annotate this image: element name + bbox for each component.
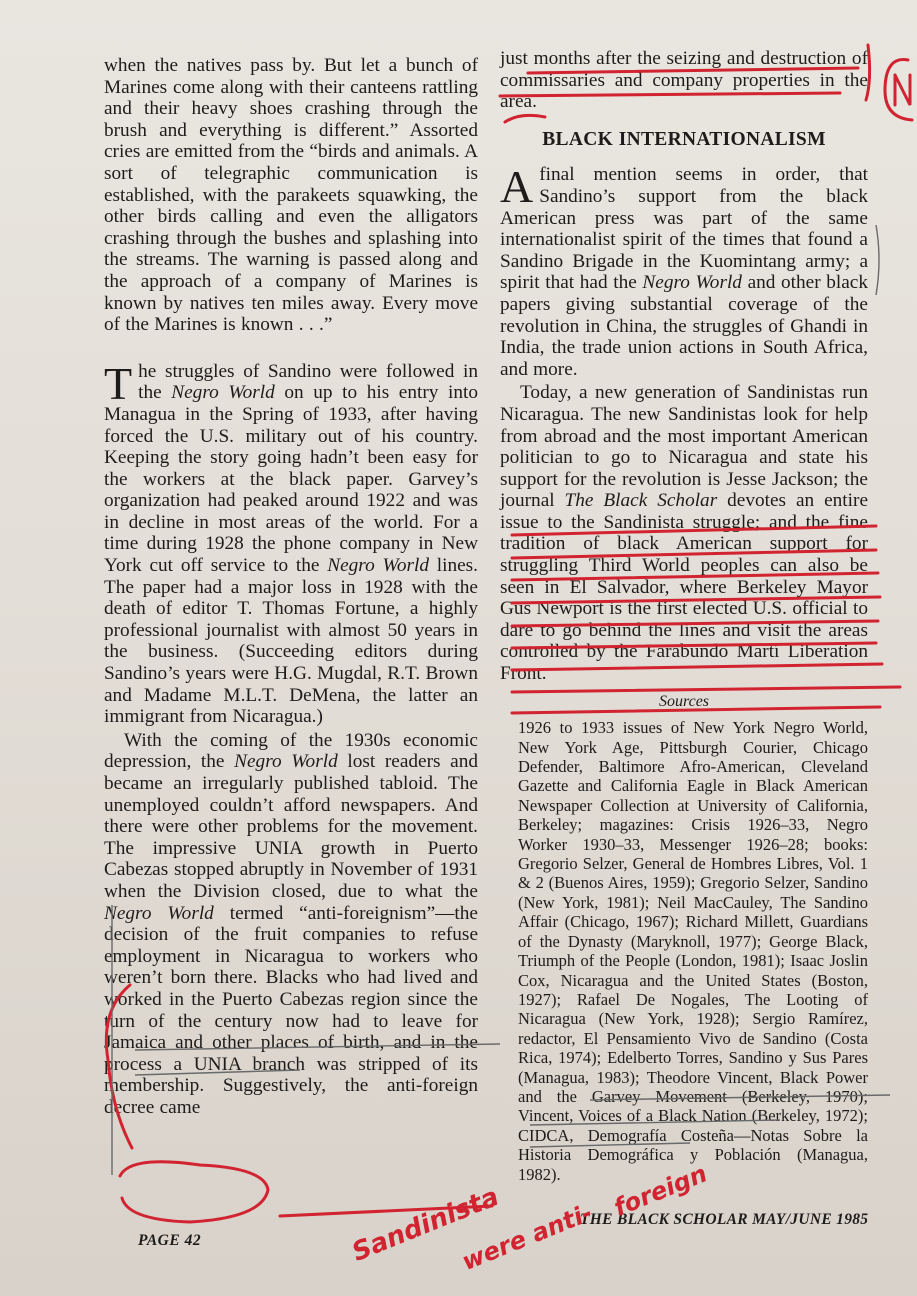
handwritten-note-2: were anti- xyxy=(458,1198,597,1276)
publication-title: Negro World xyxy=(104,902,214,924)
publication-title: The Black Scholar xyxy=(564,490,718,512)
text-run: final mention seems in order, that Sandino’s support from the black American press was part of the same internationalist spirit of the times that found a Sandino Brigade in the Kuomintang army; a spirit that had the xyxy=(500,164,868,294)
sources-label: Sources xyxy=(658,692,710,710)
left-paragraph-3 xyxy=(104,730,478,1119)
text-run: Today, a new generation of Sandinistas run Nicaragua. The new Sandinistas look for help from abroad and the most important American politician to go to Nicaragua and state his support for the revolution is Jesse Jackson; the journal xyxy=(500,382,868,512)
publication-title: Negro World xyxy=(171,382,275,404)
handwritten-note-1: Sandinista xyxy=(348,1181,504,1268)
text-run: on up to his entry into Managua in the Spring of 1933, after having forced the U.S. military out of his country. Keeping the story going hadn’t been easy for the workers at the black paper. Garvey’s organization had peaked around 1922 and was in decline in most areas of the world. For a time during 1928 the phone company in New York cut off service to the xyxy=(104,382,478,577)
section-heading: BLACK INTERNATIONALISM xyxy=(542,128,826,150)
left-paragraph-2 xyxy=(104,357,478,728)
right-paragraph-2 xyxy=(500,161,869,380)
page-number: PAGE 42 xyxy=(138,1232,202,1249)
handwritten-note-3: foreign xyxy=(610,1159,711,1222)
publication-title: Negro World xyxy=(642,272,742,294)
dropcap-a: A xyxy=(500,161,534,213)
dropcap-t: T xyxy=(104,357,133,409)
text-run: he struggles of Sandino were followed in the xyxy=(138,360,478,404)
text-run: lost readers and became an irregularly published tabloid. The unemployed couldn’t afford newspapers. And there were other problems for the movement. The impressive UNIA growth in Puerto Cabezas stopped abruptly in November of 1931 when the Division closed, due to what the xyxy=(104,751,479,902)
sources-text: 1926 to 1933 issues of New York Negro World, New York Age, Pittsburgh Courier, Chicago Defender, Baltimore Afro-American, Cleveland Gazette and California Eagle in Black American Newspaper Collection at University of California, Berkeley; magazines: Crisis 1926–33, Negro Worker 1930–33, Messenger 1926–28; books: Gregorio Selzer, General de Hombres Libres, Vol. 1 & 2 (Buenos Aires, 1959); Gregorio Selzer, Sandino (New York, 1981); Neil MacCauley, The Sandino Affair (Chicago, 1967); Richard Millett, Guardians of the Dynasty (Maryknoll, 1977); George Black, Triumph of the People (London, 1981); Isaac Joslin Cox, Nicaragua and the United States (Boston, 1927); Rafael De Nogales, The Looting of Nicaragua (New York, 1928); Sergio Ramírez, redactor, El Pensamiento Vivo de Sandino (Costa Rica, 1974); Edelberto Torres, Sandino y Sus Pares (Managua, 1983); Theodore Vincent, Black Power and the Garvey Movement (Berkeley, 1970); Vincent, Voices of a Black Nation (Berkeley, 1972); CIDCA, Demografía Costeña—Notas Sobre la Historia Demográfica y Población (Managua, 1982). xyxy=(518,718,868,1184)
text-run: termed “anti-foreignism”—the decision of the fruit companies to refuse employment in Nicaragua to workers who weren’t born there. Blacks who had lived and worked in the Puerto Cabezas region since the turn of the century now had to leave for Jamaica and other places of birth, and in the process a UNIA branch was stripped of its membership. Suggestively, the anti-foreign decree came xyxy=(104,902,478,1118)
left-paragraph-1: when the natives pass by. But let a bunch of Marines come along with their canteens rattling and their heavy shoes crashing through the brush and everything is different.” Assorted cries are emitted from the “birds and animals. A sort of telegraphic communication is established, with the parakeets squawking, the other birds calling and even the alligators crashing through the bushes and splashing into the streams. The warning is passed along and the approach of a company of Marines is known by natives ten miles away. Every move of the Marines is known . . .” xyxy=(104,55,478,336)
left-column xyxy=(104,55,478,1119)
text-run: and other black papers giving substantial coverage of the revolution in China, the struggles of Ghandi in India, the trade union actions in South Africa, and more. xyxy=(500,272,869,380)
right-column xyxy=(500,48,868,1184)
circle-mark xyxy=(120,1162,268,1222)
publication-title: Negro World xyxy=(327,555,429,577)
text-run: devotes an entire issue to the Sandinista struggle; and the fine tradition of black American support for struggling Third World peoples can also be seen in El Salvador, where Berkeley Mayor Gus Newport is the first elected U.S. official to dare to go behind the lines and visit the areas controlled by the Farabundo Martí Liberation Front. xyxy=(500,490,869,685)
publication-title: Negro World xyxy=(234,751,338,773)
text-run: With the coming of the 1930s economic depression, the xyxy=(104,729,478,773)
publication-footer: THE BLACK SCHOLAR MAY/JUNE 1985 xyxy=(580,1211,869,1228)
right-paragraph-1: just months after the seizing and destruction of commissaries and company properties in the area. xyxy=(500,48,868,113)
right-paragraph-3 xyxy=(500,382,868,684)
text-run: lines. The paper had a major loss in 1928 with the death of editor T. Thomas Fortune, a highly professional journalist with almost 50 years in the business. (Succeeding editors during Sandino’s years were H.G. Mugdal, R.T. Brown and Madame M.L.T. DeMena, the latter an immigrant from Nicaragua.) xyxy=(104,555,478,728)
